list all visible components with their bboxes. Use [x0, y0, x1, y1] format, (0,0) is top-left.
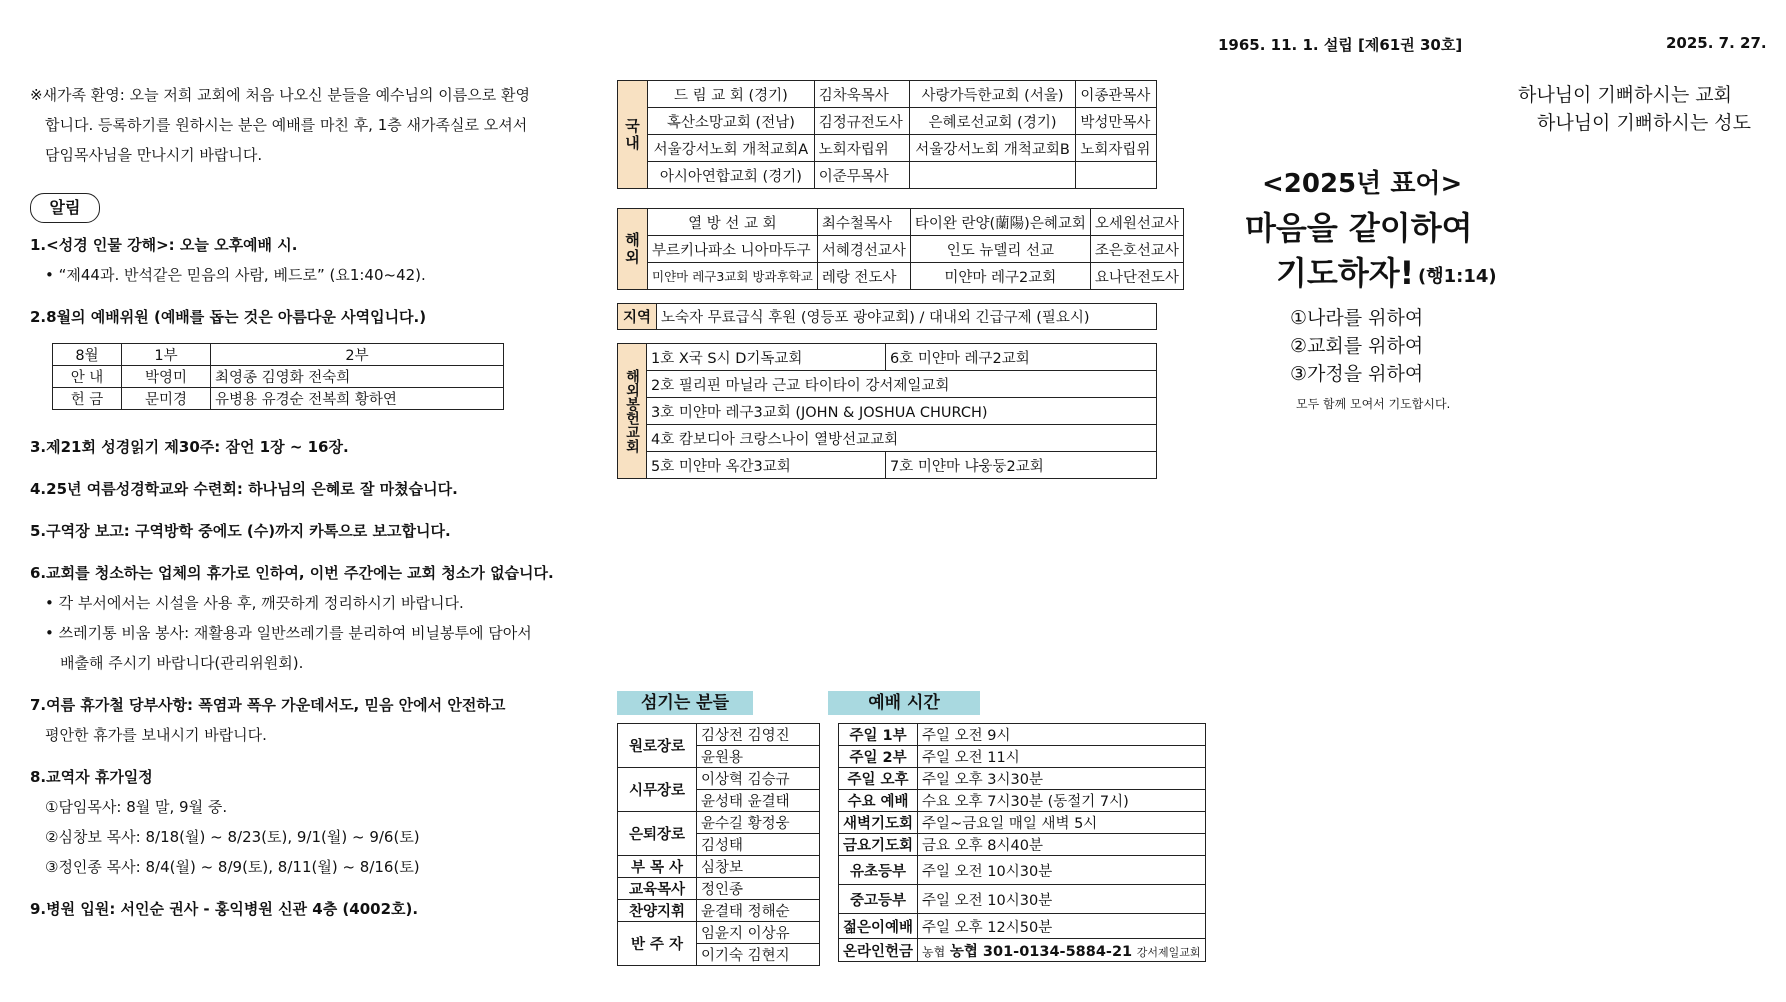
- notice-item: 8.교역자 휴가일정: [30, 768, 153, 786]
- notice-item: 9.병원 입원: 서인순 권사 - 홍익병원 신관 4층 (4002호).: [30, 900, 419, 918]
- table-cell: 윤성태 윤결태: [697, 790, 820, 812]
- table-cell: 주일 1부: [839, 724, 918, 746]
- table-cell: 유병용 유경순 전복희 황하연: [211, 388, 504, 410]
- bulletin-date: 2025. 7. 27.: [1666, 34, 1767, 52]
- table-cell: 아시아연합교회 (경기): [648, 162, 815, 189]
- table-cell: 반 주 자: [618, 922, 697, 966]
- prayer-item: ③가정을 위하여: [1290, 363, 1424, 385]
- table-cell: 이종관목사: [1076, 81, 1157, 108]
- motto-line2: 기도하자!: [1276, 254, 1415, 292]
- account-holder: 강서제일교회: [1136, 945, 1201, 959]
- table-cell: 2호 필리핀 마닐라 근교 타이타이 강서제일교회: [647, 371, 1157, 398]
- table-cell: 1호 X국 S시 D기독교회: [647, 344, 886, 371]
- servants-title: 섬기는 분들: [617, 691, 753, 715]
- overseas-label: 해외: [618, 209, 648, 290]
- table-header: 2부: [211, 344, 504, 366]
- notice-item: • “제44과. 반석같은 믿음의 사람, 베드로” (요1:40~42).: [45, 266, 426, 284]
- table-cell: 교육목사: [618, 878, 697, 900]
- table-cell: 은퇴장로: [618, 812, 697, 856]
- table-cell: 타이완 란양(蘭陽)은혜교회: [910, 209, 1090, 236]
- table-cell: 4호 캄보디아 크랑스나이 열방선교교회: [647, 425, 1157, 452]
- table-cell: 심창보: [697, 856, 820, 878]
- notice-item: 4.25년 여름성경학교와 수련회: 하나님의 은혜로 잘 마쳤습니다.: [30, 480, 458, 498]
- table-cell: 금요 오후 8시40분: [918, 834, 1205, 856]
- table-cell: 찬양지휘: [618, 900, 697, 922]
- table-cell: 주일 오전 10시30분: [918, 856, 1205, 885]
- table-cell: 혹산소망교회 (전남): [648, 108, 815, 135]
- motto-reference: (행1:14): [1418, 266, 1497, 287]
- table-cell: 김정규전도사: [814, 108, 909, 135]
- services-title: 예배 시간: [828, 691, 980, 715]
- table-cell: 3호 미얀마 레구3교회 (JOHN & JOSHUA CHURCH): [647, 398, 1157, 425]
- motto-line1: 마음을 같이하여: [1245, 209, 1473, 247]
- table-cell: 서울강서노회 개척교회A: [648, 135, 815, 162]
- welcome-line: 담임목사님을 만나시기 바랍니다.: [45, 146, 263, 164]
- table-cell: 드 림 교 회 (경기): [648, 81, 815, 108]
- table-cell: 김성태: [697, 834, 820, 856]
- table-cell: 김상전 김영진: [697, 724, 820, 746]
- notice-item: 배출해 주시기 바랍니다(관리위원회).: [60, 654, 304, 672]
- table-cell: [909, 162, 1076, 189]
- overseas-church-planting-table: [617, 343, 1157, 479]
- servants-table: [617, 723, 820, 966]
- table-cell: 사랑가득한교회 (서울): [909, 81, 1076, 108]
- table-cell: 주일 오후: [839, 768, 918, 790]
- table-cell: 이준무목사: [814, 162, 909, 189]
- region-label: 지역: [618, 304, 657, 330]
- notice-item: 1.<성경 인물 강해>: 오늘 오후예배 시.: [30, 236, 298, 254]
- table-cell: 주일 오전 11시: [918, 746, 1205, 768]
- notice-item: 7.여름 휴가철 당부사항: 폭염과 폭우 가운데서도, 믿음 안에서 안전하고: [30, 696, 506, 714]
- table-cell: 젊은이예배: [839, 914, 918, 939]
- welcome-line: 합니다. 등록하기를 원하시는 분은 예배를 마친 후, 1층 새가족실로 오셔서: [45, 116, 528, 134]
- table-cell: 박성만목사: [1076, 108, 1157, 135]
- table-cell: 주일 오후 3시30분: [918, 768, 1205, 790]
- table-row: [53, 388, 504, 410]
- notice-item: 평안한 휴가를 보내시기 바랍니다.: [45, 726, 267, 744]
- domestic-mission-table: [617, 80, 1157, 189]
- bank-prefix: 농협: [922, 944, 946, 959]
- prayer-note: 모두 함께 모여서 기도합시다.: [1296, 397, 1451, 411]
- table-cell: 부 목 사: [618, 856, 697, 878]
- table-cell: [1076, 162, 1157, 189]
- table-cell: 주일 오전 10시30분: [918, 885, 1205, 914]
- table-cell: 이기숙 김현지: [697, 944, 820, 966]
- table-cell: 노회자립위: [1076, 135, 1157, 162]
- table-cell: 주일 오전 9시: [918, 724, 1205, 746]
- table-cell: 노회자립위: [814, 135, 909, 162]
- table-cell: 윤원용: [697, 746, 820, 768]
- table-cell: 새벽기도회: [839, 812, 918, 834]
- slogan-church: 하나님이 기뻐하시는 교회: [1518, 84, 1732, 106]
- table-cell: 조은호선교사: [1090, 236, 1183, 263]
- table-cell: 헌 금: [53, 388, 122, 410]
- table-cell: 임윤지 이상유: [697, 922, 820, 944]
- table-cell: 윤수길 황정웅: [697, 812, 820, 834]
- slogan-believer: 하나님이 기뻐하시는 성도: [1537, 112, 1751, 134]
- notice-item: 5.구역장 보고: 구역방학 중에도 (수)까지 카톡으로 보고합니다.: [30, 522, 451, 540]
- welcome-line: ※새가족 환영: 오늘 저희 교회에 처음 나오신 분들을 예수님의 이름으로 환영: [30, 86, 531, 104]
- table-cell: 윤결태 정해순: [697, 900, 820, 922]
- prayer-item: ①나라를 위하여: [1290, 307, 1424, 329]
- table-row: [53, 366, 504, 388]
- table-cell: 김차욱목사: [814, 81, 909, 108]
- overseas-mission-table: [617, 208, 1184, 290]
- notice-item: 6.교회를 청소하는 업체의 휴가로 인하여, 이번 주간에는 교회 청소가 없습니다.: [30, 564, 554, 582]
- founding-info: 1965. 11. 1. 설립 [제61권 30호]: [1218, 36, 1463, 54]
- table-cell: 6호 미얀마 레구2교회: [886, 344, 1157, 371]
- table-cell: 서울강서노회 개척교회B: [909, 135, 1076, 162]
- table-cell: 유초등부: [839, 856, 918, 885]
- notice-item: • 각 부서에서는 시설을 사용 후, 깨끗하게 정리하시기 바랍니다.: [45, 594, 464, 612]
- table-cell: 원로장로: [618, 724, 697, 768]
- notice-item: ②심창보 목사: 8/18(월) ~ 8/23(토), 9/1(월) ~ 9/6(토): [45, 828, 420, 846]
- notice-label: 알림: [30, 193, 100, 223]
- table-cell: 레랑 전도사: [817, 263, 910, 290]
- table-cell: 7호 미얀마 냐웅둥2교회: [886, 452, 1157, 479]
- table-cell: 주일~금요일 매일 새벽 5시: [918, 812, 1205, 834]
- table-cell: 문미경: [122, 388, 211, 410]
- region-text: 노숙자 무료급식 후원 (영등포 광야교회) / 대내외 긴급구제 (필요시): [657, 304, 1157, 330]
- worship-committee-table: [52, 343, 504, 410]
- table-cell: 은혜로선교회 (경기): [909, 108, 1076, 135]
- account-number: 농협 301-0134-5884-21: [949, 943, 1133, 960]
- table-cell: 5호 미얀마 옥간3교회: [647, 452, 886, 479]
- table-cell: 온라인헌금: [839, 939, 918, 962]
- table-cell: 최영종 김영화 전숙희: [211, 366, 504, 388]
- table-cell: 부르키나파소 니아마두구: [648, 236, 818, 263]
- notice-item: 3.제21회 성경읽기 제30주: 잠언 1장 ~ 16장.: [30, 438, 349, 456]
- table-cell: 주일 오후 12시50분: [918, 914, 1205, 939]
- notice-item: 2.8월의 예배위원 (예배를 돕는 것은 아름다운 사역입니다.): [30, 308, 427, 326]
- table-cell: 인도 뉴델리 선교: [910, 236, 1090, 263]
- table-cell: 서혜경선교사: [817, 236, 910, 263]
- notice-item: • 쓰레기통 비움 봉사: 재활용과 일반쓰레기를 분리하여 비닐봉투에 담아서: [45, 624, 532, 642]
- table-cell: 시무장로: [618, 768, 697, 812]
- table-cell: 수요 예배: [839, 790, 918, 812]
- table-cell: 이상혁 김승규: [697, 768, 820, 790]
- table-header: 8월: [53, 344, 122, 366]
- table-cell: [918, 939, 1205, 962]
- prayer-item: ②교회를 위하여: [1290, 335, 1424, 357]
- table-cell: 오세원선교사: [1090, 209, 1183, 236]
- table-cell: 박영미: [122, 366, 211, 388]
- regional-support-table: [617, 303, 1157, 330]
- planting-label: 해외봉헌교회: [618, 344, 647, 479]
- table-cell: 최수철목사: [817, 209, 910, 236]
- table-header: 1부: [122, 344, 211, 366]
- table-cell: 안 내: [53, 366, 122, 388]
- domestic-label: 국내: [618, 81, 648, 189]
- table-cell: 미얀마 레구2교회: [910, 263, 1090, 290]
- table-cell: 미얀마 레구3교회 방과후학교: [648, 263, 818, 290]
- service-times-table: [838, 723, 1206, 962]
- table-cell: 열 방 선 교 회: [648, 209, 818, 236]
- notice-item: ①담임목사: 8월 말, 9월 중.: [45, 798, 228, 816]
- motto-title: <2025년 표어>: [1262, 169, 1463, 199]
- table-cell: 수요 오후 7시30분 (동절기 7시): [918, 790, 1205, 812]
- table-cell: 요나단전도사: [1090, 263, 1183, 290]
- table-cell: 정인종: [697, 878, 820, 900]
- table-cell: 중고등부: [839, 885, 918, 914]
- table-cell: 금요기도회: [839, 834, 918, 856]
- notice-item: ③정인종 목사: 8/4(월) ~ 8/9(토), 8/11(월) ~ 8/16(토): [45, 858, 420, 876]
- table-cell: 주일 2부: [839, 746, 918, 768]
